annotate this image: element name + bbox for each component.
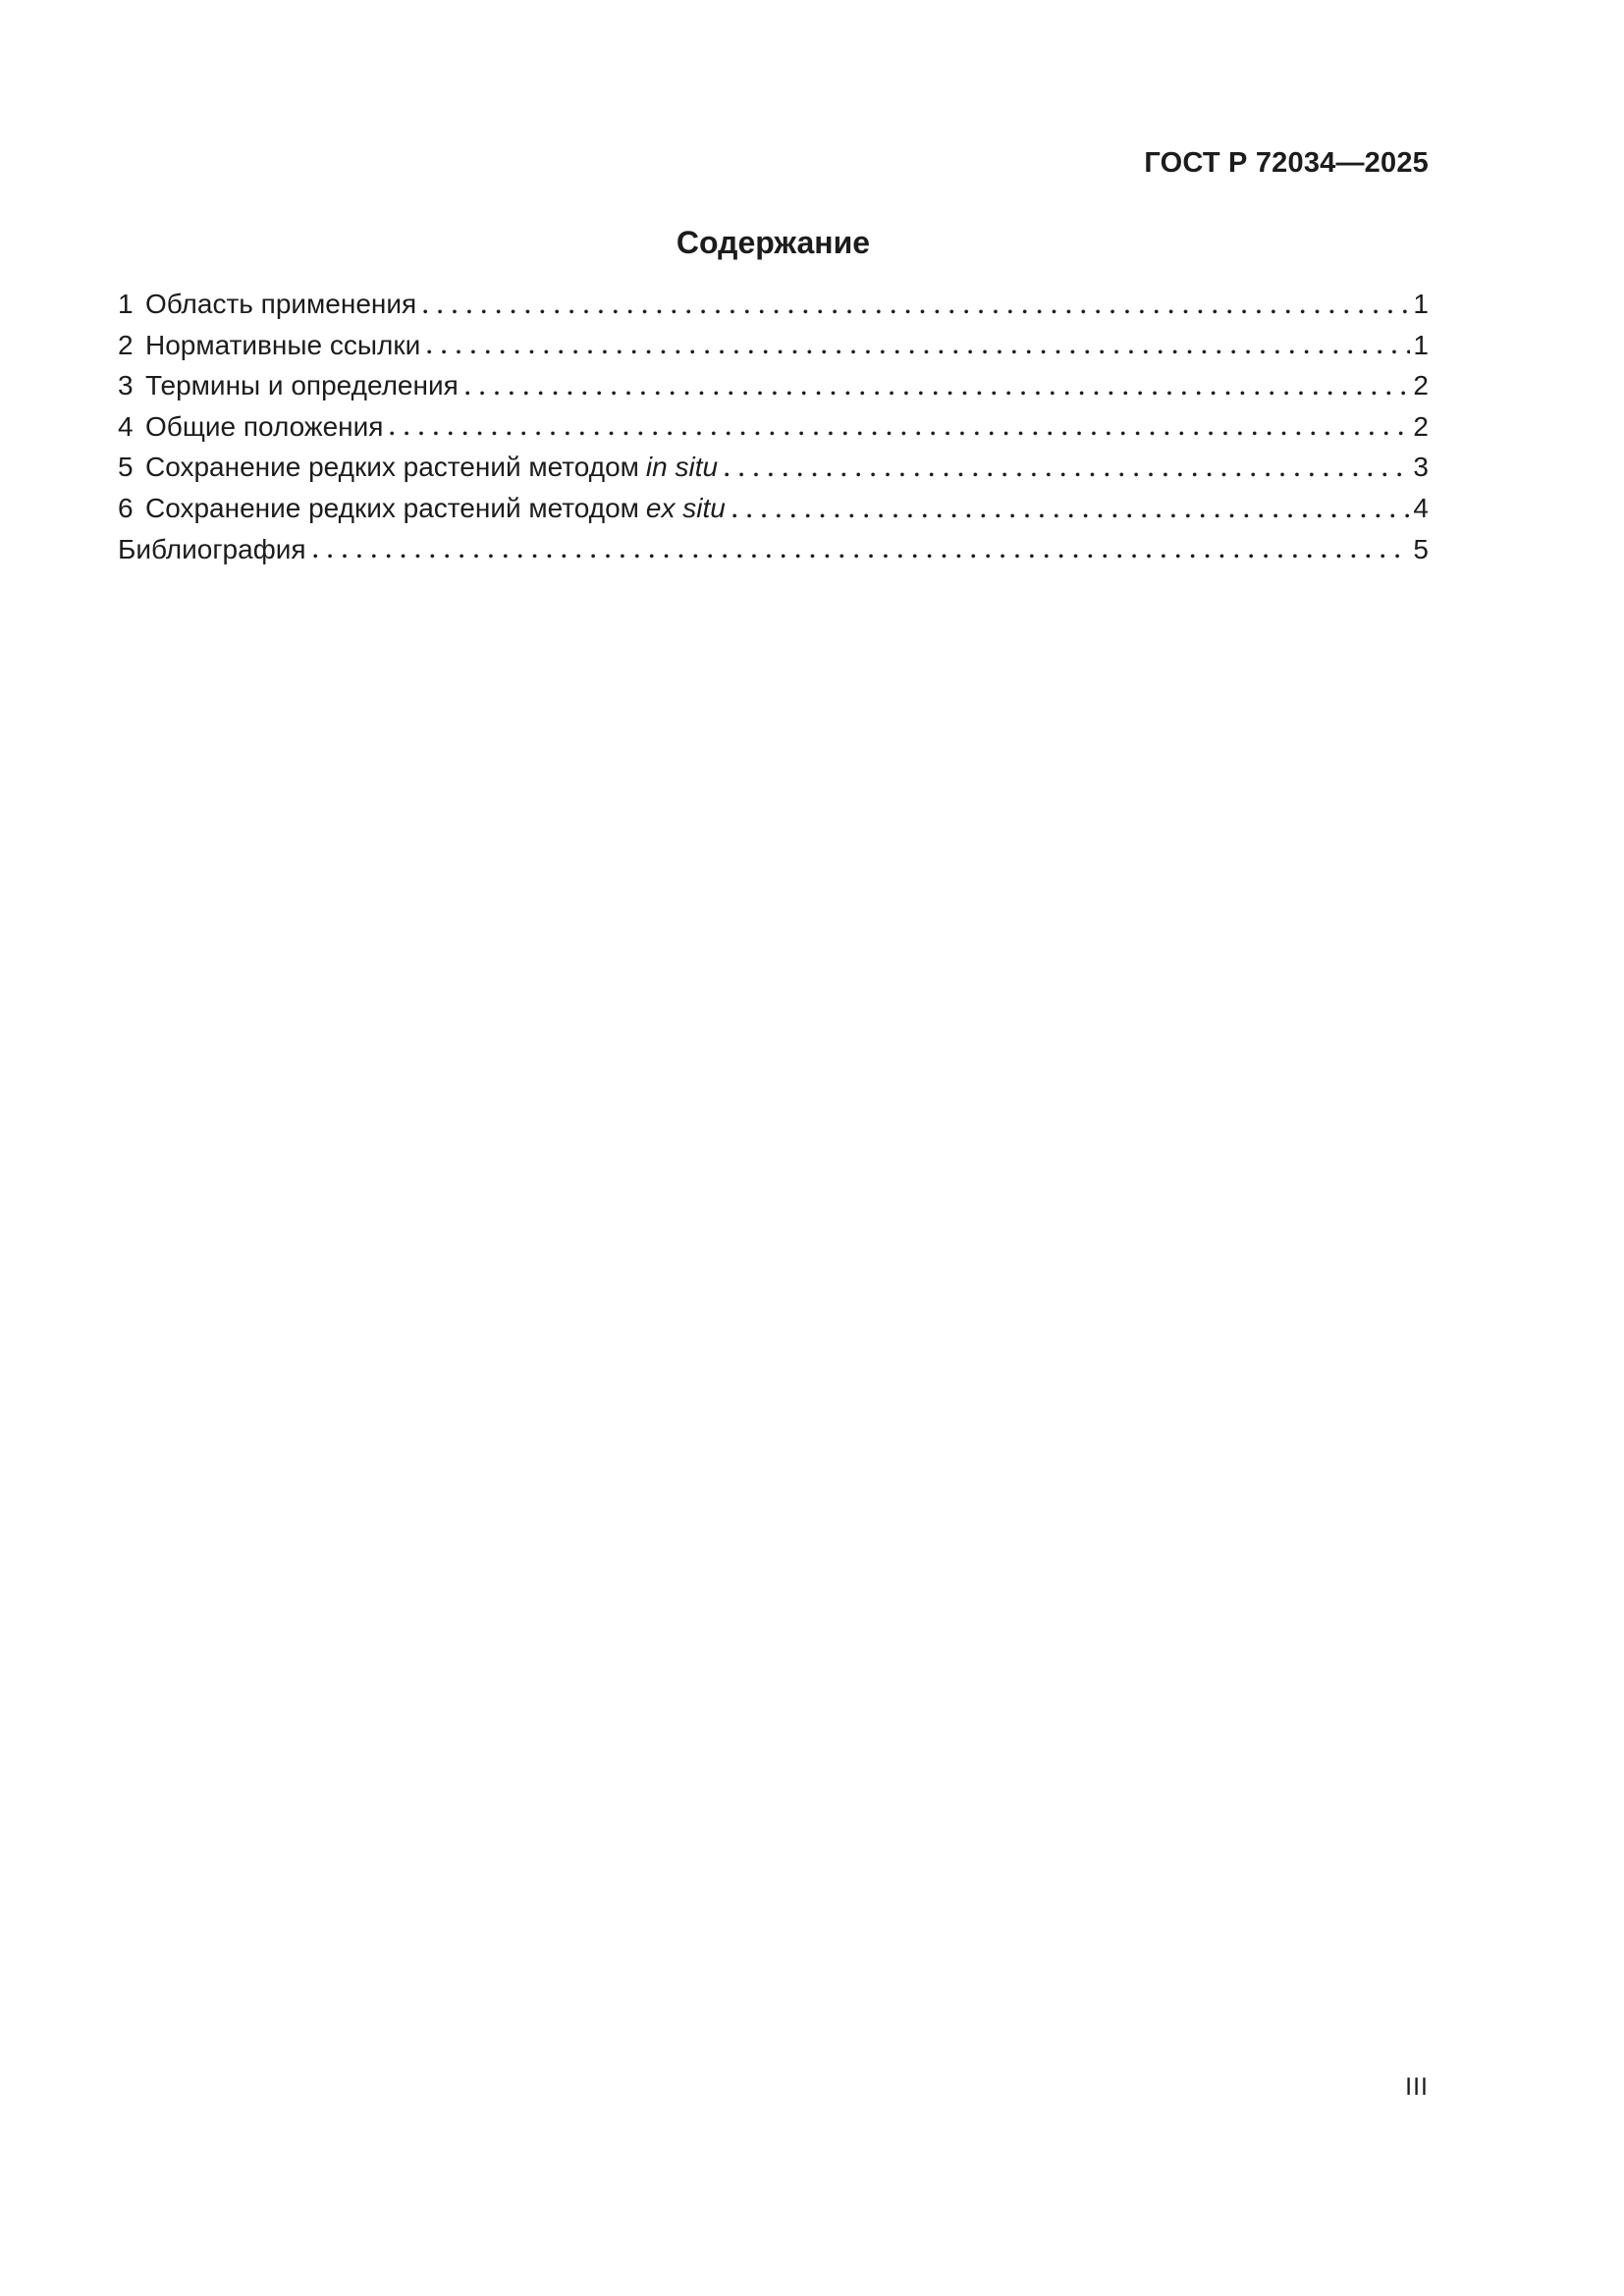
- toc-row: [118, 529, 1429, 570]
- toc-item-label: Область применения: [145, 289, 417, 319]
- toc-item-number: 5: [118, 452, 134, 483]
- page-title: Содержание: [676, 225, 871, 260]
- toc-item-page: 1: [1413, 289, 1429, 319]
- toc-row: [118, 406, 1429, 448]
- toc-row: [118, 325, 1429, 366]
- toc-item-page: 2: [1413, 410, 1429, 442]
- toc-item-label-italic: in situ: [645, 452, 719, 483]
- toc-item-number: 6: [118, 492, 134, 523]
- toc-item-label: Сохранение редких растений методом: [145, 452, 639, 483]
- toc-item-page: 1: [1413, 329, 1429, 360]
- toc-item-page: 4: [1413, 492, 1429, 523]
- toc-dot-leader: [390, 431, 1410, 436]
- toc-dot-leader: [732, 513, 1411, 518]
- toc-dot-leader: [465, 391, 1411, 396]
- toc-item-page: 3: [1413, 452, 1429, 483]
- toc-dot-leader: [313, 554, 1411, 559]
- toc-dot-leader: [423, 309, 1410, 314]
- toc-list: [118, 284, 1429, 569]
- toc-row: [118, 488, 1429, 529]
- toc-row: [118, 447, 1429, 488]
- toc-item-label: Термины и определения: [145, 370, 459, 401]
- toc-item-label: Общие положения: [145, 410, 384, 442]
- toc-item-label: Сохранение редких растений методом: [145, 492, 639, 523]
- toc-row: [118, 365, 1429, 406]
- toc-item-page: 5: [1413, 533, 1429, 564]
- toc-item-label-italic: ex situ: [645, 492, 726, 523]
- toc-item-page: 2: [1413, 370, 1429, 401]
- page-number: III: [1405, 2073, 1429, 2101]
- toc-dot-leader: [427, 349, 1410, 354]
- toc-item-number: 3: [118, 370, 134, 401]
- standard-code-header: ГОСТ Р 72034—2025: [1144, 147, 1429, 179]
- toc-row: [118, 284, 1429, 325]
- toc-item-number: 1: [118, 289, 134, 319]
- toc-item-number: 4: [118, 410, 134, 442]
- toc-item-number: 2: [118, 329, 134, 360]
- toc-item-label: Библиография: [118, 533, 306, 564]
- toc-dot-leader: [725, 472, 1410, 477]
- toc-item-label: Нормативные ссылки: [145, 329, 421, 360]
